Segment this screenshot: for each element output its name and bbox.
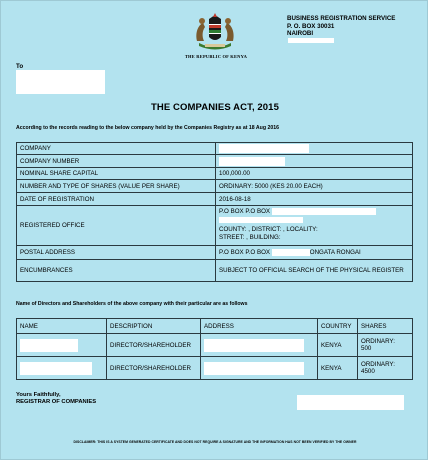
field-label: DATE OF REGISTRATION (17, 193, 216, 206)
field-value: ORDINARY: 5000 (KES 20.00 EACH) (216, 180, 413, 193)
column-header: SHARES (358, 319, 413, 334)
address-cell (201, 357, 318, 380)
description-cell: DIRECTOR/SHAREHOLDER (107, 357, 201, 380)
description-cell: DIRECTOR/SHAREHOLDER (107, 334, 201, 357)
disclaimer: DISCLAIMER: THIS IS A SYSTEM GENERATED CERTIFICATE AND DOES NOT REQUIRE A SIGNATURE AND THE INFORMATION HAS NOT BEEN VERIFIED BY THE OWNER (73, 440, 357, 444)
office-line: COUNTY: , DISTRICT: , LOCALITY: (219, 225, 318, 233)
column-header: COUNTRY (318, 319, 358, 334)
redacted-signature (297, 395, 404, 410)
column-header: NAME (17, 319, 107, 334)
office-line: STREET: , BUILDING: (219, 234, 281, 242)
office-line (219, 217, 409, 226)
field-value: SUBJECT TO OFFICIAL SEARCH OF THE PHYSICAL REGISTER (216, 260, 413, 282)
table-row (17, 334, 413, 357)
directors-intro: Name of Directors and Shareholders of the above company with their particular are as follows (16, 301, 248, 307)
redacted-value (20, 362, 92, 375)
field-label: NUMBER AND TYPE OF SHARES (VALUE PER SHARE) (17, 180, 216, 193)
address-line: P. O. BOX 30031 (287, 22, 335, 30)
country-cell: KENYA (318, 334, 358, 357)
field-label: REGISTERED OFFICE (17, 206, 216, 246)
office-line: P.O BOX P.O BOX (219, 208, 409, 217)
field-value: 100,000.00 (216, 168, 413, 180)
field-value: 2016-08-18 (216, 193, 413, 206)
field-label: COMPANY (17, 143, 216, 155)
shares-cell: ORDINARY: 500 (358, 334, 413, 357)
table-header-row (17, 319, 413, 334)
redacted-value (219, 157, 285, 166)
directors-table (16, 318, 413, 380)
table-row (17, 193, 413, 206)
registry-address (287, 15, 395, 38)
closing-line: REGISTRAR OF COMPANIES (16, 399, 97, 406)
field-value: P.O BOX P.O BOX ONGATA RONGAI (216, 246, 413, 260)
coat-of-arms-emblem (189, 11, 241, 53)
name-cell (17, 357, 107, 380)
column-header: ADDRESS (201, 319, 318, 334)
closing-line: Yours Faithfully, (16, 392, 61, 398)
redacted-value (219, 217, 303, 223)
field-value (216, 206, 413, 246)
to-label: To (16, 63, 24, 70)
field-label: COMPANY NUMBER (17, 155, 216, 168)
name-cell (17, 334, 107, 357)
signature-block (16, 392, 96, 407)
redacted-value (20, 339, 78, 352)
company-details-table (16, 142, 413, 282)
redacted-block (288, 38, 334, 43)
redacted-value (204, 362, 304, 375)
shares-cell: ORDINARY: 4500 (358, 357, 413, 380)
field-label: ENCUMBRANCES (17, 260, 216, 282)
redacted-value (204, 339, 304, 352)
country-cell: KENYA (318, 357, 358, 380)
table-row (17, 206, 413, 246)
column-header: DESCRIPTION (107, 319, 201, 334)
redacted-value (272, 249, 310, 256)
intro-text: According to the records reading to the below company held by the Companies Registry as at 18 Aug 2016 (16, 125, 279, 131)
address-line: NAIROBI (287, 30, 314, 38)
document-title: THE COMPANIES ACT, 2015 (151, 102, 279, 113)
table-row (17, 168, 413, 180)
table-row (17, 260, 413, 282)
table-row (17, 155, 413, 168)
redacted-recipient (16, 70, 105, 94)
table-row (17, 246, 413, 260)
address-cell (201, 334, 318, 357)
table-row (17, 357, 413, 380)
field-label: POSTAL ADDRESS (17, 246, 216, 260)
address-line: BUSINESS REGISTRATION SERVICE (287, 15, 396, 22)
redacted-value (219, 144, 309, 153)
table-row (17, 180, 413, 193)
field-value (216, 143, 413, 155)
field-value (216, 155, 413, 168)
table-row (17, 143, 413, 155)
field-label: NOMINAL SHARE CAPITAL (17, 168, 216, 180)
republic-caption: THE REPUBLIC OF KENYA (184, 54, 248, 59)
redacted-value (272, 208, 376, 215)
